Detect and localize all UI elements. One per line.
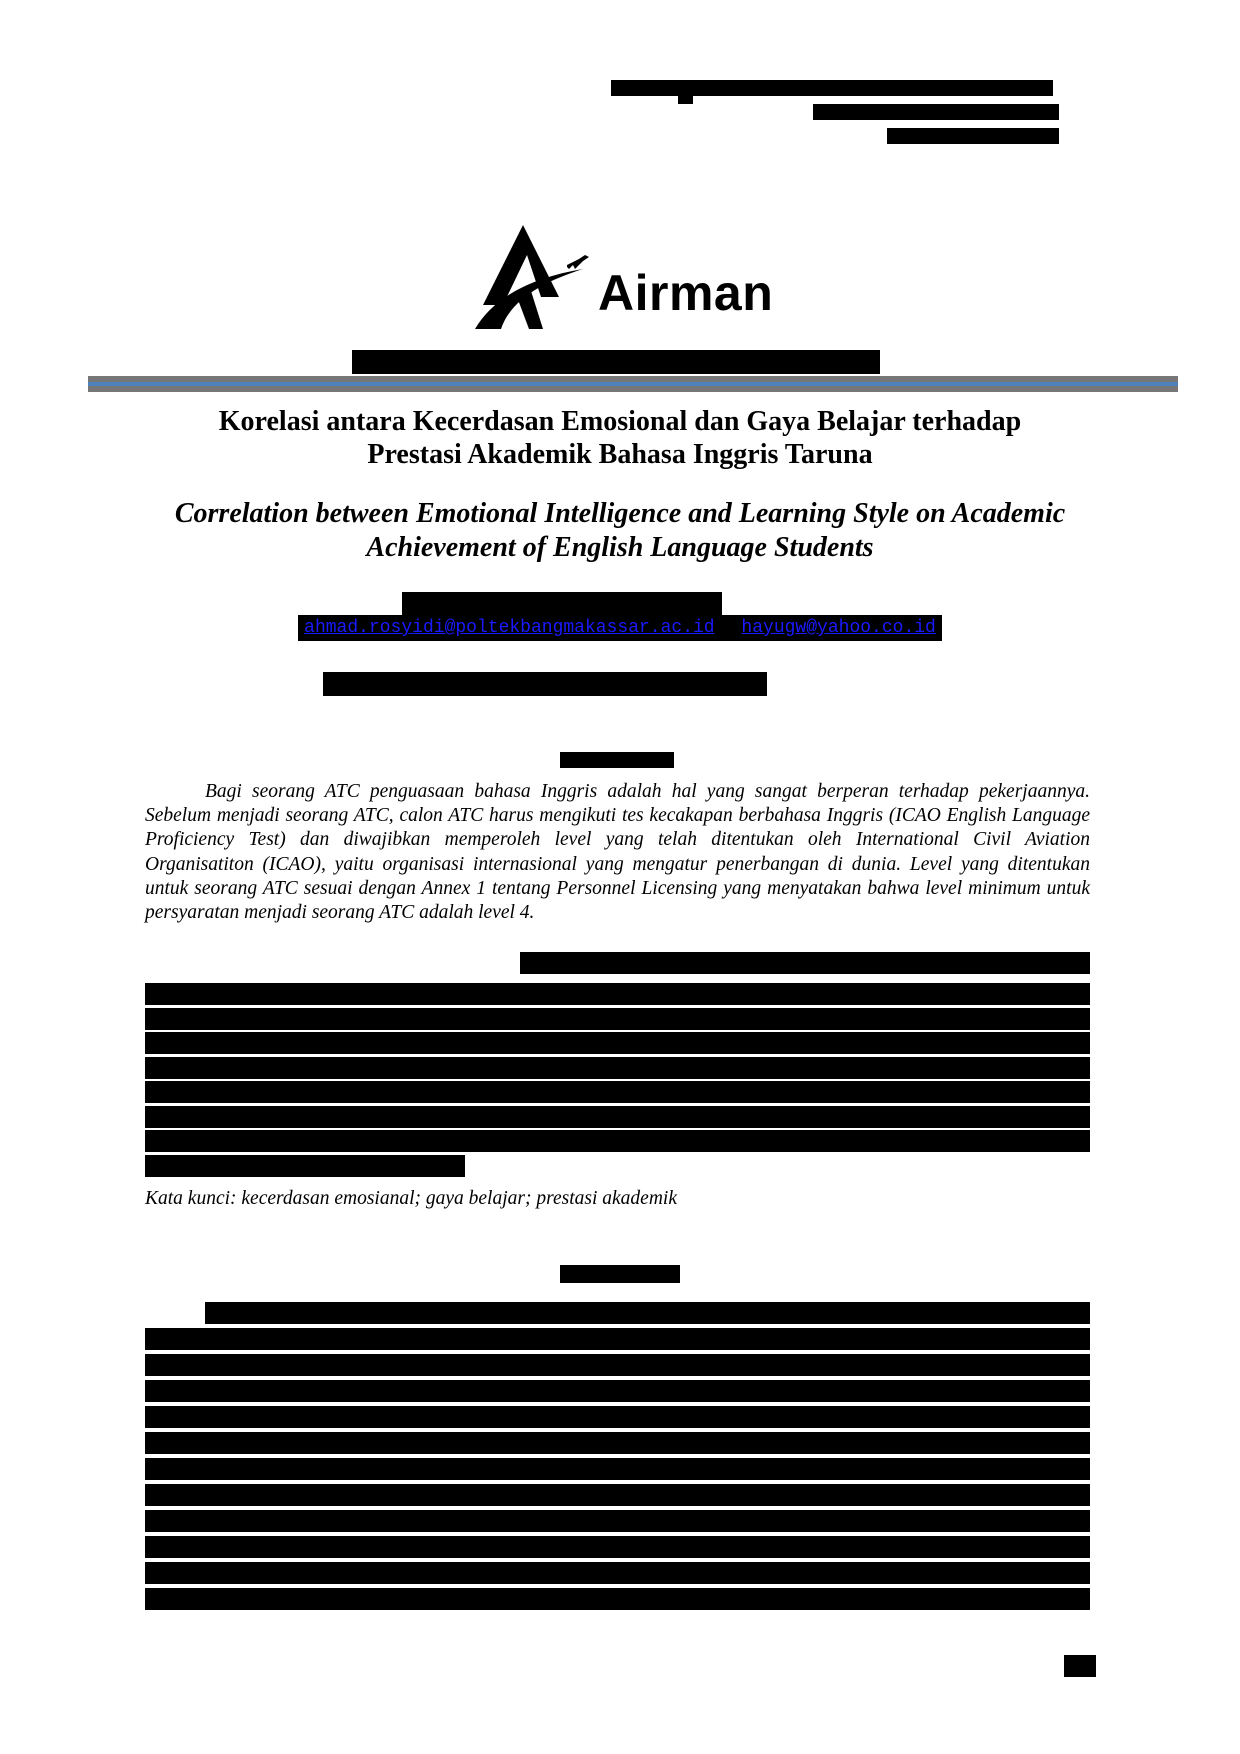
title-indonesian-line-2: Prestasi Akademik Bahasa Inggris Taruna [367,439,873,470]
brand-name: Airman [598,265,774,321]
journal-subtitle-redacted [352,350,880,374]
redaction-fragment [678,96,693,104]
english-abstract-heading-redacted [560,1265,680,1283]
email-separator: , [721,615,736,641]
title-english-line-1: Correlation between Emotional Intelligence and Learning Style on Academic [174,498,1066,529]
email-link-2[interactable]: hayugw@yahoo.co.id [735,615,941,641]
journal-header-line-3 [887,128,1059,144]
author-names-redacted [402,592,722,616]
header-divider [88,376,1178,392]
email-link-1[interactable]: ahmad.rosyidi@poltekbangmakassar.ac.id [298,615,720,641]
airplane-a-logo-icon [455,225,595,335]
page-number-redacted [1064,1655,1096,1677]
title-english-line-2: Achievement of English Language Students [366,532,874,563]
abstract-heading-redacted [560,752,674,768]
journal-header-line-1 [611,80,1053,96]
abstract-text [145,780,1090,925]
abstract-body: Bagi seorang ATC penguasaan bahasa Inggris adalah hal yang sangat berperan terhadap pekerjaannya. Sebelum menjadi seorang ATC, calon ATC harus mengikuti tes kecakapan berbahasa Inggris (ICAO English Language Proficiency Test) dan diwajibkan memperoleh level yang telah ditentukan oleh International Civil Aviation Organisatiton (ICAO), yaitu organisasi internasional yang mengatur penerbangan di dunia. Level yang ditentukan untuk seorang ATC sesuai dengan Annex 1 tentang Personnel Licensing yang menyatakan bahwa level minimum untuk persyaratan menjadi seorang ATC adalah level 4. [145,781,1090,924]
affiliation-redacted [323,672,767,696]
header-divider-accent [88,382,1178,386]
title-indonesian-line-1: Korelasi antara Kecerdasan Emosional dan Gaya Belajar terhadap [218,406,1022,437]
author-emails [0,615,1240,641]
journal-header-line-2 [813,104,1059,120]
keywords: Kata kunci: kecerdasan emosianal; gaya belajar; prestasi akademik [145,1188,677,1209]
